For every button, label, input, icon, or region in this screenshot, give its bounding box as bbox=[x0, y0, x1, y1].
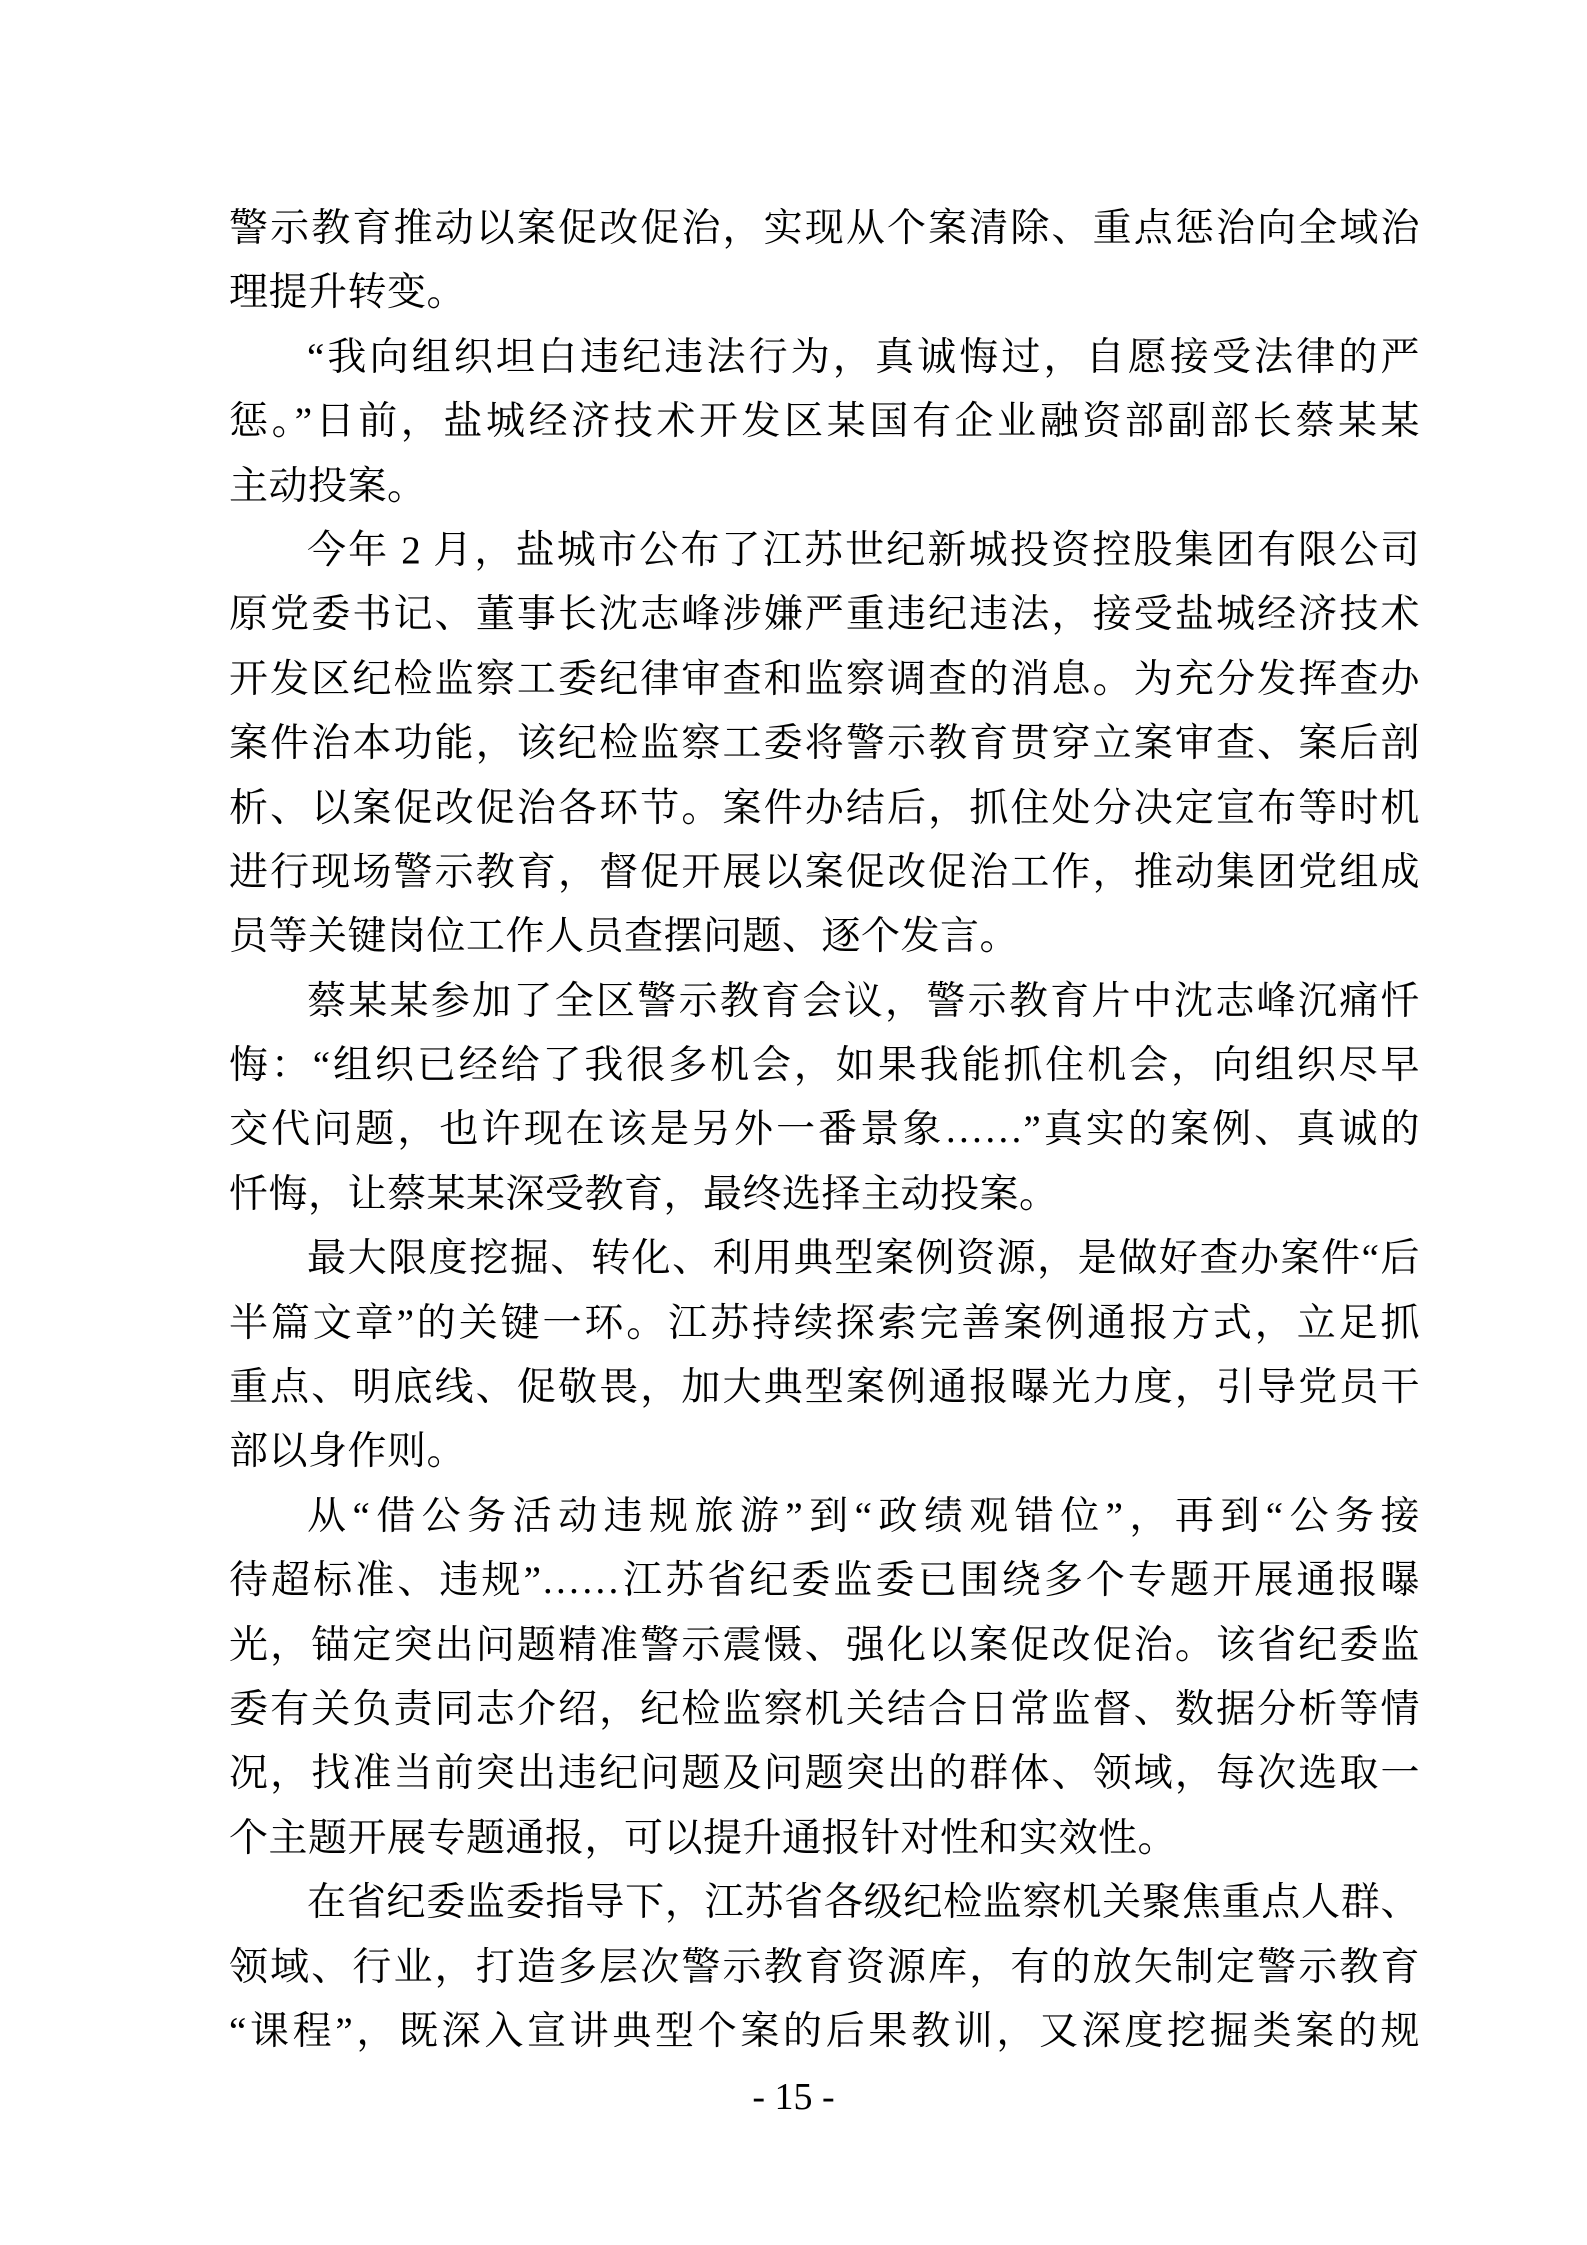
text-line: 重点、明底线、促敬畏，加大典型案例通报曝光力度，引导党员干 bbox=[229, 1366, 1420, 1410]
text-line: 理提升转变。 bbox=[229, 271, 467, 315]
text-line: 主动投案。 bbox=[229, 464, 427, 508]
text-line: “我向组织坦白违纪违法行为，真诚悔过，自愿接受法律的严 bbox=[307, 335, 1420, 379]
text-line: 员等关键岗位工作人员查摆问题、逐个发言。 bbox=[229, 915, 1020, 959]
text-line: 悔：“组织已经给了我很多机会，如果我能抓住机会，向组织尽早 bbox=[229, 1044, 1420, 1088]
text-line: “课程”，既深入宣讲典型个案的后果教训，又深度挖掘类案的规 bbox=[229, 2009, 1420, 2053]
text-line: 最大限度挖掘、转化、利用典型案例资源，是做好查办案件“后 bbox=[307, 1237, 1420, 1281]
page-number: - 15 - bbox=[752, 2076, 835, 2118]
text-line: 委有关负责同志介绍，纪检监察机关结合日常监督、数据分析等情 bbox=[229, 1687, 1420, 1731]
text-line: 开发区纪检监察工委纪律审查和监察调查的消息。为充分发挥查办 bbox=[229, 657, 1420, 701]
text-line: 警示教育推动以案促改促治，实现从个案清除、重点惩治向全域治 bbox=[229, 207, 1420, 250]
text-line: 忏悔，让蔡某某深受教育，最终选择主动投案。 bbox=[229, 1172, 1059, 1216]
text-line: 光，锚定突出问题精准警示震慑、强化以案促改促治。该省纪委监 bbox=[229, 1623, 1420, 1667]
document-body bbox=[229, 197, 1420, 2064]
text-line: 原党委书记、董事长沈志峰涉嫌严重违纪违法，接受盐城经济技术 bbox=[229, 593, 1420, 637]
text-line: 半篇文章”的关键一环。江苏持续探索完善案例通报方式，立足抓 bbox=[229, 1301, 1420, 1345]
page-footer bbox=[0, 2072, 1587, 2122]
text-line: 从“借公务活动违规旅游”到“政绩观错位”，再到“公务接 bbox=[307, 1494, 1420, 1538]
text-line: 案件治本功能，该纪检监察工委将警示教育贯穿立案审查、案后剖 bbox=[229, 722, 1420, 766]
text-line: 惩。”日前，盐城经济技术开发区某国有企业融资部副部长蔡某某 bbox=[229, 400, 1420, 444]
text-line: 今年 2 月，盐城市公布了江苏世纪新城投资控股集团有限公司 bbox=[307, 528, 1420, 572]
text-line: 蔡某某参加了全区警示教育会议，警示教育片中沈志峰沉痛忏 bbox=[307, 979, 1420, 1023]
text-line: 个主题开展专题通报，可以提升通报针对性和实效性。 bbox=[229, 1816, 1178, 1860]
text-line: 况，找准当前突出违纪问题及问题突出的群体、领域，每次选取一 bbox=[229, 1752, 1420, 1796]
text-line: 交代问题，也许现在该是另外一番景象……”真实的案例、真诚的 bbox=[229, 1108, 1420, 1152]
text-line: 待超标准、违规”……江苏省纪委监委已围绕多个专题开展通报曝 bbox=[229, 1559, 1420, 1603]
text-line: 进行现场警示教育，督促开展以案促改促治工作，推动集团党组成 bbox=[229, 850, 1420, 894]
text-line: 析、以案促改促治各环节。案件办结后，抓住处分决定宣布等时机 bbox=[229, 786, 1420, 830]
text-line: 在省纪委监委指导下，江苏省各级纪检监察机关聚焦重点人群、 bbox=[307, 1881, 1420, 1925]
text-line: 领域、行业，打造多层次警示教育资源库，有的放矢制定警示教育 bbox=[229, 1945, 1420, 1989]
text-line: 部以身作则。 bbox=[229, 1430, 467, 1474]
